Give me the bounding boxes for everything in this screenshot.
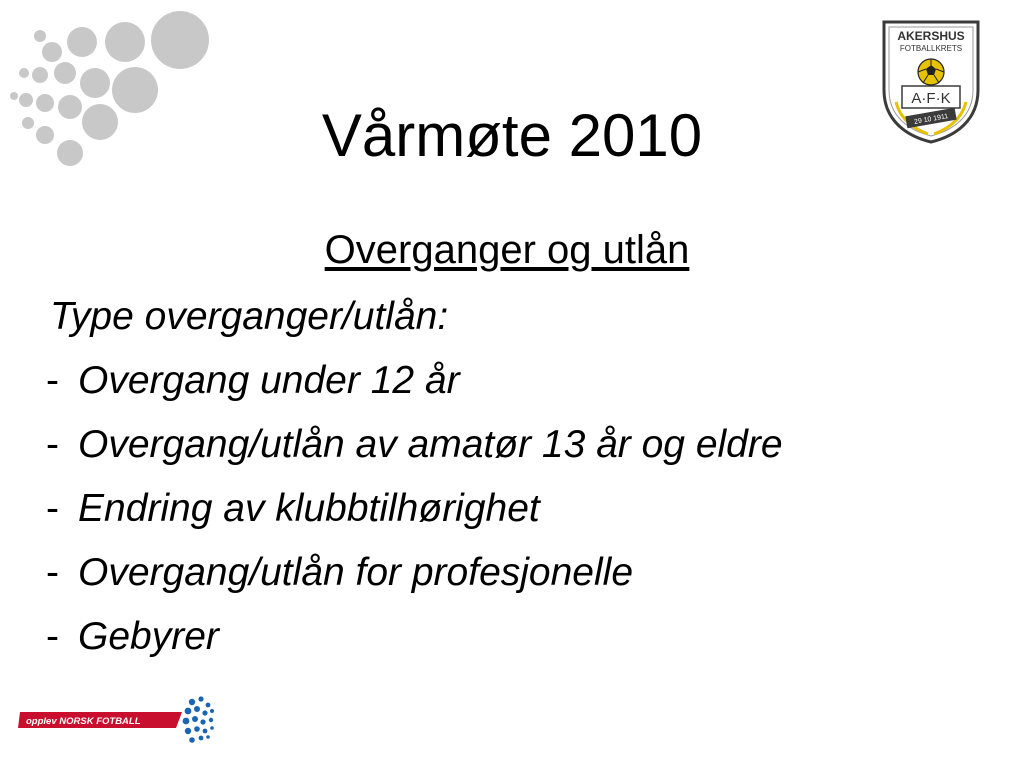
dash-marker: - (46, 551, 59, 594)
list-heading: Type overganger/utlån: (50, 295, 449, 338)
list-item-text: Overgang/utlån av amatør 13 år og eldre (78, 423, 783, 466)
list-item (46, 356, 783, 420)
crest-date: 29 10 1911 (913, 113, 949, 126)
afk-crest-logo (878, 18, 984, 144)
list-item (46, 612, 783, 676)
logo-text: opplev NORSK FOTBALL (26, 716, 141, 727)
dash-marker: - (46, 423, 59, 466)
crest-monogram: A·F·K (911, 90, 951, 107)
dash-marker: - (46, 359, 59, 402)
norsk-fotball-logo (18, 694, 218, 746)
dash-marker: - (46, 487, 59, 530)
bullet-list (46, 356, 783, 676)
list-item (46, 484, 783, 548)
crest-line2: FOTBALLKRETS (899, 44, 963, 53)
list-item-text: Gebyrer (78, 615, 219, 658)
slide-subtitle: Overganger og utlån (324, 228, 690, 272)
slide-title: Vårmøte 2010 (321, 102, 703, 169)
list-item-text: Overgang under 12 år (78, 359, 460, 402)
list-item (46, 548, 783, 612)
dash-marker: - (46, 615, 59, 658)
list-item-text: Overgang/utlån for profesjonelle (78, 551, 634, 594)
list-item-text: Endring av klubbtilhørighet (78, 487, 540, 530)
crest-line1: AKERSHUS (897, 29, 965, 43)
list-item (46, 420, 783, 484)
